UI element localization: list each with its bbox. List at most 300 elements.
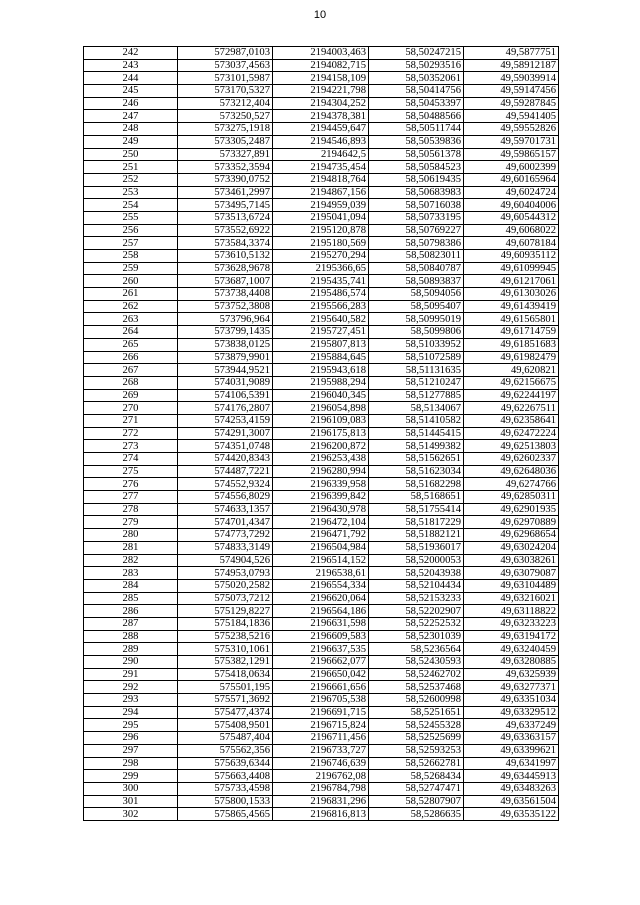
table-row [84,364,559,377]
latitude-cell: 58,51210247 [369,376,464,389]
point-number-cell: 256 [84,224,178,237]
x-coordinate-cell: 573944,9521 [178,364,273,377]
latitude-cell: 58,52455328 [369,719,464,732]
y-coordinate-cell: 2195366,65 [273,262,369,275]
x-coordinate-cell: 574953,0793 [178,567,273,580]
x-coordinate-cell: 573738,4408 [178,288,273,301]
table-row [84,338,559,351]
x-coordinate-cell: 574291,3007 [178,427,273,440]
longitude-cell: 49,63329512 [464,706,559,719]
y-coordinate-cell: 2195988,294 [273,376,369,389]
point-number-cell: 248 [84,123,178,136]
table-row [84,440,559,453]
latitude-cell: 58,50247215 [369,47,464,60]
y-coordinate-cell: 2194003,463 [273,47,369,60]
y-coordinate-cell: 2196564,186 [273,605,369,618]
point-number-cell: 251 [84,161,178,174]
y-coordinate-cell: 2194546,893 [273,135,369,148]
longitude-cell: 49,62901935 [464,503,559,516]
latitude-cell: 58,52104434 [369,579,464,592]
latitude-cell: 58,50733195 [369,211,464,224]
table-row [84,579,559,592]
latitude-cell: 58,51499382 [369,440,464,453]
longitude-cell: 49,59552826 [464,123,559,136]
y-coordinate-cell: 2196631,598 [273,617,369,630]
longitude-cell: 49,62156675 [464,376,559,389]
x-coordinate-cell: 575571,3692 [178,694,273,707]
point-number-cell: 299 [84,770,178,783]
point-number-cell: 272 [84,427,178,440]
point-number-cell: 275 [84,465,178,478]
y-coordinate-cell: 2196554,334 [273,579,369,592]
x-coordinate-cell: 573513,6724 [178,211,273,224]
x-coordinate-cell: 575184,1836 [178,617,273,630]
table-row [84,719,559,732]
table-row [84,503,559,516]
latitude-cell: 58,50352061 [369,72,464,85]
x-coordinate-cell: 575800,1533 [178,795,273,808]
x-coordinate-cell: 574904,526 [178,554,273,567]
latitude-cell: 58,51882121 [369,529,464,542]
x-coordinate-cell: 573101,5987 [178,72,273,85]
table-row [84,770,559,783]
point-number-cell: 257 [84,237,178,250]
table-row [84,630,559,643]
point-number-cell: 284 [84,579,178,592]
y-coordinate-cell: 2194459,647 [273,123,369,136]
table-row [84,453,559,466]
x-coordinate-cell: 573390,0752 [178,173,273,186]
y-coordinate-cell: 2195180,569 [273,237,369,250]
table-row [84,617,559,630]
point-number-cell: 276 [84,478,178,491]
longitude-cell: 49,62970889 [464,516,559,529]
table-row [84,516,559,529]
table-row [84,97,559,110]
point-number-cell: 249 [84,135,178,148]
longitude-cell: 49,6002399 [464,161,559,174]
x-coordinate-cell: 573250,527 [178,110,273,123]
table-row [84,592,559,605]
y-coordinate-cell: 2196200,872 [273,440,369,453]
longitude-cell: 49,63194172 [464,630,559,643]
latitude-cell: 58,52593253 [369,744,464,757]
point-number-cell: 243 [84,59,178,72]
longitude-cell: 49,60404006 [464,199,559,212]
latitude-cell: 58,51562651 [369,453,464,466]
table-row [84,237,559,250]
table-row [84,643,559,656]
latitude-cell: 58,52430593 [369,656,464,669]
point-number-cell: 290 [84,656,178,669]
longitude-cell: 49,63445913 [464,770,559,783]
x-coordinate-cell: 574833,3149 [178,541,273,554]
y-coordinate-cell: 2196715,824 [273,719,369,732]
latitude-cell: 58,50716038 [369,199,464,212]
longitude-cell: 49,63483263 [464,782,559,795]
longitude-cell: 49,62602337 [464,453,559,466]
point-number-cell: 293 [84,694,178,707]
x-coordinate-cell: 573687,1007 [178,275,273,288]
point-number-cell: 252 [84,173,178,186]
longitude-cell: 49,59865157 [464,148,559,161]
x-coordinate-cell: 575639,6344 [178,757,273,770]
table-row [84,123,559,136]
longitude-cell: 49,59287845 [464,97,559,110]
latitude-cell: 58,50511744 [369,123,464,136]
y-coordinate-cell: 2196054,898 [273,402,369,415]
table-row [84,224,559,237]
latitude-cell: 58,52525699 [369,732,464,745]
y-coordinate-cell: 2195486,574 [273,288,369,301]
x-coordinate-cell: 573327,891 [178,148,273,161]
point-number-cell: 268 [84,376,178,389]
y-coordinate-cell: 2196816,813 [273,808,369,821]
x-coordinate-cell: 575663,4408 [178,770,273,783]
x-coordinate-cell: 574253,4159 [178,414,273,427]
x-coordinate-cell: 573037,4563 [178,59,273,72]
x-coordinate-cell: 575129,8227 [178,605,273,618]
latitude-cell: 58,50561378 [369,148,464,161]
page-number: 10 [313,9,327,21]
latitude-cell: 58,5095407 [369,300,464,313]
longitude-cell: 49,5941405 [464,110,559,123]
x-coordinate-cell: 574552,9324 [178,478,273,491]
table-row [84,541,559,554]
latitude-cell: 58,52043938 [369,567,464,580]
table-row [84,85,559,98]
point-number-cell: 246 [84,97,178,110]
y-coordinate-cell: 2196784,798 [273,782,369,795]
table-row [84,173,559,186]
table-row [84,148,559,161]
latitude-cell: 58,5134067 [369,402,464,415]
x-coordinate-cell: 573879,9901 [178,351,273,364]
longitude-cell: 49,6325939 [464,668,559,681]
x-coordinate-cell: 574556,8029 [178,491,273,504]
point-number-cell: 298 [84,757,178,770]
table-row [84,275,559,288]
point-number-cell: 255 [84,211,178,224]
longitude-cell: 49,6024724 [464,186,559,199]
x-coordinate-cell: 575501,195 [178,681,273,694]
longitude-cell: 49,61439419 [464,300,559,313]
point-number-cell: 280 [84,529,178,542]
longitude-cell: 49,62513803 [464,440,559,453]
point-number-cell: 253 [84,186,178,199]
latitude-cell: 58,52252532 [369,617,464,630]
y-coordinate-cell: 2196762,08 [273,770,369,783]
table-row [84,808,559,821]
table-row [84,288,559,301]
table-row [84,262,559,275]
table-row [84,351,559,364]
latitude-cell: 58,51817229 [369,516,464,529]
y-coordinate-cell: 2194735,454 [273,161,369,174]
latitude-cell: 58,50293516 [369,59,464,72]
point-number-cell: 294 [84,706,178,719]
point-number-cell: 242 [84,47,178,60]
x-coordinate-cell: 573461,2997 [178,186,273,199]
longitude-cell: 49,6068022 [464,224,559,237]
x-coordinate-cell: 575477,4374 [178,706,273,719]
y-coordinate-cell: 2196280,994 [273,465,369,478]
point-number-cell: 265 [84,338,178,351]
point-number-cell: 281 [84,541,178,554]
point-number-cell: 285 [84,592,178,605]
latitude-cell: 58,5094056 [369,288,464,301]
y-coordinate-cell: 2195807,813 [273,338,369,351]
table-row [84,478,559,491]
table-row [84,135,559,148]
latitude-cell: 58,51682298 [369,478,464,491]
y-coordinate-cell: 2196733,727 [273,744,369,757]
y-coordinate-cell: 2194818,764 [273,173,369,186]
longitude-cell: 49,63240459 [464,643,559,656]
y-coordinate-cell: 2194158,109 [273,72,369,85]
point-number-cell: 262 [84,300,178,313]
point-number-cell: 260 [84,275,178,288]
y-coordinate-cell: 2196430,978 [273,503,369,516]
x-coordinate-cell: 575310,1061 [178,643,273,656]
y-coordinate-cell: 2195435,741 [273,275,369,288]
y-coordinate-cell: 2196040,345 [273,389,369,402]
longitude-cell: 49,58912187 [464,59,559,72]
point-number-cell: 244 [84,72,178,85]
x-coordinate-cell: 575238,5216 [178,630,273,643]
point-number-cell: 263 [84,313,178,326]
table-row [84,186,559,199]
x-coordinate-cell: 575865,4565 [178,808,273,821]
latitude-cell: 58,51936017 [369,541,464,554]
latitude-cell: 58,52600998 [369,694,464,707]
table-row [84,681,559,694]
x-coordinate-cell: 573584,3374 [178,237,273,250]
table-row [84,427,559,440]
y-coordinate-cell: 2194378,381 [273,110,369,123]
table-row [84,668,559,681]
table-row [84,376,559,389]
y-coordinate-cell: 2196472,104 [273,516,369,529]
y-coordinate-cell: 2196711,456 [273,732,369,745]
x-coordinate-cell: 575382,1291 [178,656,273,669]
x-coordinate-cell: 574773,7292 [178,529,273,542]
point-number-cell: 279 [84,516,178,529]
latitude-cell: 58,52301039 [369,630,464,643]
latitude-cell: 58,50840787 [369,262,464,275]
longitude-cell: 49,62358641 [464,414,559,427]
latitude-cell: 58,50769227 [369,224,464,237]
longitude-cell: 49,620821 [464,364,559,377]
latitude-cell: 58,5236564 [369,643,464,656]
longitude-cell: 49,63038261 [464,554,559,567]
x-coordinate-cell: 574701,4347 [178,516,273,529]
y-coordinate-cell: 2194304,252 [273,97,369,110]
x-coordinate-cell: 573275,1918 [178,123,273,136]
latitude-cell: 58,52807907 [369,795,464,808]
longitude-cell: 49,5877751 [464,47,559,60]
table-row [84,706,559,719]
y-coordinate-cell: 2195566,283 [273,300,369,313]
point-number-cell: 278 [84,503,178,516]
longitude-cell: 49,6078184 [464,237,559,250]
table-row [84,782,559,795]
x-coordinate-cell: 573796,964 [178,313,273,326]
latitude-cell: 58,51277885 [369,389,464,402]
point-number-cell: 296 [84,732,178,745]
longitude-cell: 49,61565801 [464,313,559,326]
longitude-cell: 49,63104489 [464,579,559,592]
longitude-cell: 49,63277371 [464,681,559,694]
y-coordinate-cell: 2196620,064 [273,592,369,605]
table-row [84,795,559,808]
y-coordinate-cell: 2196662,077 [273,656,369,669]
coordinates-table [83,46,559,821]
y-coordinate-cell: 2194642,5 [273,148,369,161]
latitude-cell: 58,50539836 [369,135,464,148]
point-number-cell: 270 [84,402,178,415]
y-coordinate-cell: 2196514,152 [273,554,369,567]
x-coordinate-cell: 574176,2807 [178,402,273,415]
longitude-cell: 49,61217061 [464,275,559,288]
longitude-cell: 49,63535122 [464,808,559,821]
longitude-cell: 49,62648036 [464,465,559,478]
table-row [84,72,559,85]
point-number-cell: 245 [84,85,178,98]
latitude-cell: 58,52202907 [369,605,464,618]
y-coordinate-cell: 2196705,538 [273,694,369,707]
latitude-cell: 58,50823011 [369,250,464,263]
table-row [84,491,559,504]
y-coordinate-cell: 2194867,156 [273,186,369,199]
x-coordinate-cell: 573495,7145 [178,199,273,212]
y-coordinate-cell: 2196253,438 [273,453,369,466]
y-coordinate-cell: 2195640,582 [273,313,369,326]
latitude-cell: 58,5168651 [369,491,464,504]
x-coordinate-cell: 572987,0103 [178,47,273,60]
longitude-cell: 49,60935112 [464,250,559,263]
longitude-cell: 49,63363157 [464,732,559,745]
latitude-cell: 58,50414756 [369,85,464,98]
y-coordinate-cell: 2196504,984 [273,541,369,554]
x-coordinate-cell: 575408,9501 [178,719,273,732]
longitude-cell: 49,62472224 [464,427,559,440]
point-number-cell: 287 [84,617,178,630]
point-number-cell: 302 [84,808,178,821]
longitude-cell: 49,59039914 [464,72,559,85]
latitude-cell: 58,50683983 [369,186,464,199]
x-coordinate-cell: 573352,3594 [178,161,273,174]
y-coordinate-cell: 2194959,039 [273,199,369,212]
longitude-cell: 49,63233223 [464,617,559,630]
point-number-cell: 297 [84,744,178,757]
table-row [84,567,559,580]
table-row [84,529,559,542]
table-row [84,414,559,427]
point-number-cell: 283 [84,567,178,580]
y-coordinate-cell: 2196339,958 [273,478,369,491]
x-coordinate-cell: 573170,5327 [178,85,273,98]
longitude-cell: 49,6337249 [464,719,559,732]
y-coordinate-cell: 2196661,656 [273,681,369,694]
longitude-cell: 49,63118822 [464,605,559,618]
latitude-cell: 58,50798386 [369,237,464,250]
point-number-cell: 259 [84,262,178,275]
x-coordinate-cell: 573628,9678 [178,262,273,275]
y-coordinate-cell: 2196691,715 [273,706,369,719]
latitude-cell: 58,51131635 [369,364,464,377]
longitude-cell: 49,62267511 [464,402,559,415]
x-coordinate-cell: 575733,4598 [178,782,273,795]
y-coordinate-cell: 2196399,842 [273,491,369,504]
longitude-cell: 49,59701731 [464,135,559,148]
y-coordinate-cell: 2194082,715 [273,59,369,72]
y-coordinate-cell: 2196746,639 [273,757,369,770]
point-number-cell: 266 [84,351,178,364]
x-coordinate-cell: 574351,0748 [178,440,273,453]
longitude-cell: 49,63399621 [464,744,559,757]
point-number-cell: 291 [84,668,178,681]
latitude-cell: 58,5251651 [369,706,464,719]
latitude-cell: 58,51623034 [369,465,464,478]
x-coordinate-cell: 574106,5391 [178,389,273,402]
point-number-cell: 267 [84,364,178,377]
latitude-cell: 58,50584523 [369,161,464,174]
latitude-cell: 58,50453397 [369,97,464,110]
x-coordinate-cell: 573552,6922 [178,224,273,237]
x-coordinate-cell: 573752,3808 [178,300,273,313]
x-coordinate-cell: 574031,9089 [178,376,273,389]
y-coordinate-cell: 2195041,094 [273,211,369,224]
longitude-cell: 49,63280885 [464,656,559,669]
table-row [84,47,559,60]
table-row [84,465,559,478]
x-coordinate-cell: 573799,1435 [178,326,273,339]
longitude-cell: 49,61099945 [464,262,559,275]
latitude-cell: 58,52747471 [369,782,464,795]
table-row [84,300,559,313]
y-coordinate-cell: 2194221,798 [273,85,369,98]
longitude-cell: 49,63351034 [464,694,559,707]
latitude-cell: 58,51072589 [369,351,464,364]
x-coordinate-cell: 573838,0125 [178,338,273,351]
point-number-cell: 295 [84,719,178,732]
y-coordinate-cell: 2196538,61 [273,567,369,580]
latitude-cell: 58,50893837 [369,275,464,288]
latitude-cell: 58,52662781 [369,757,464,770]
longitude-cell: 49,61303026 [464,288,559,301]
y-coordinate-cell: 2196175,813 [273,427,369,440]
longitude-cell: 49,61982479 [464,351,559,364]
table-row [84,732,559,745]
x-coordinate-cell: 573305,2487 [178,135,273,148]
point-number-cell: 254 [84,199,178,212]
x-coordinate-cell: 573610,5132 [178,250,273,263]
latitude-cell: 58,52000053 [369,554,464,567]
x-coordinate-cell: 575487,404 [178,732,273,745]
table-row [84,605,559,618]
table-row [84,199,559,212]
longitude-cell: 49,6341997 [464,757,559,770]
x-coordinate-cell: 574487,7221 [178,465,273,478]
point-number-cell: 273 [84,440,178,453]
table-row [84,744,559,757]
latitude-cell: 58,52462702 [369,668,464,681]
table-row [84,694,559,707]
point-number-cell: 288 [84,630,178,643]
point-number-cell: 261 [84,288,178,301]
longitude-cell: 49,60165964 [464,173,559,186]
